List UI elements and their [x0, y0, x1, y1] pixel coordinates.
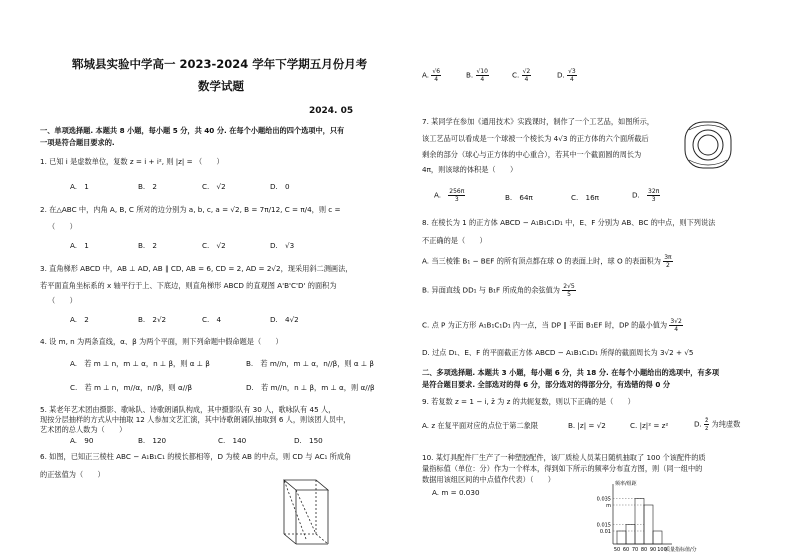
q7-stem-line4: 4π，则该球的体积是（ ） [422, 165, 518, 174]
q3-option-a: A. 2 [70, 315, 89, 324]
frequency-histogram [585, 480, 715, 558]
q2-paren: （ ） [48, 222, 77, 231]
y-tick-label: 0.01 [599, 529, 611, 535]
section2-line2: 是符合题目要求. 全部选对的得 6 分，部分选对的得部分分，有选错的得 0 分 [422, 380, 671, 389]
x-tick-label: 100 [657, 547, 667, 553]
q8-option-c: C. 点 P 为正方形 A₁B₁C₁D₁ 内一点，当 DP ∥ 平面 B₁EF 时，DP 的最小值为 $\frac{3√2}{4}$ [422, 318, 682, 333]
q6-option-c: C. $\frac{√2}{4}$ [512, 68, 531, 83]
q2-option-c: C. √2 [202, 241, 226, 250]
x-tick-label: 80 [640, 547, 648, 553]
q7-option-a: A. $\frac{256\pi}{3}$ [434, 188, 465, 203]
q6-stem-line2: 的正弦值为（ ） [40, 470, 105, 479]
y-tick-label: m [606, 503, 611, 509]
x-tick-label: 90 [649, 547, 657, 553]
q7-stem-line3: 剩余的部分（球心与正方体的中心重合），若其中一个截面圆的周长为 [422, 150, 642, 159]
x-axis-label: 质量指标值/分 [665, 547, 697, 553]
ball-cube-figure [679, 116, 737, 174]
x-tick-label: 70 [631, 547, 639, 553]
q8-stem-line1: 8. 在棱长为 1 的正方体 ABCD − A₁B₁C₁D₁ 中，E、F 分别为 AB、BC 的中点，则下列说法 [422, 218, 716, 227]
q2-option-b: B. 2 [138, 241, 157, 250]
section1-line1: 一、单项选择题. 本题共 8 小题，每小题 5 分，共 40 分. 在每个小题给出的四个选项中，只有 [40, 126, 345, 135]
q6-option-b: B. $\frac{√10}{4}$ [466, 68, 488, 83]
q1-option-a: A. 1 [70, 182, 89, 191]
q4-option-a: A. 若 m ⊥ n，m ⊥ α，n ⊥ β，则 α ⊥ β [70, 359, 210, 368]
q10-stem-line2: 量指标值（单位：分）作为一个样本，得到如下所示的频率分布直方图，则（同一组中的 [422, 464, 703, 473]
q5-option-b: B. 120 [138, 436, 167, 445]
q10-option-a: A. m = 0.030 [432, 488, 480, 497]
q5-stem-line1: 5. 某老年艺术团由摄影、歌咏队、诗歌朗诵队构成，其中摄影队有 30 人，歌咏队有 45 人， [40, 405, 336, 414]
histogram-bar [644, 505, 653, 544]
exam-date: 2024. 05 [309, 106, 354, 116]
q8-option-b: B. 异面直线 DD₁ 与 B₁F 所成角的余弦值为 $\frac{2√5}{5}$ [422, 283, 575, 298]
q8-option-d: D. 过点 D₁、E、F 的平面截正方体 ABCD − A₁B₁C₁D₁ 所得的截面周长为 3√2 + √5 [422, 348, 694, 357]
q6-option-d: D. $\frac{√3}{4}$ [557, 68, 576, 83]
q6-option-a: A. $\frac{√6}{4}$ [422, 68, 441, 83]
q3-option-d: D. 4√2 [270, 315, 299, 324]
q8-option-a: A. 当三棱锥 B₁ − BEF 的所有顶点都在球 O 的表面上时，球 O 的表面积为 $\frac{3\pi}{2}$ [422, 254, 672, 269]
exam-title: 郓城县实验中学高一 2023-2024 学年下学期五月份月考 [72, 57, 368, 71]
q3-option-c: C. 4 [202, 315, 222, 324]
x-tick-label: 50 [613, 547, 621, 553]
prism-figure [276, 470, 336, 550]
q2-stem: 2. 在△ABC 中，内角 A, B, C 所对的边分别为 a, b, c, a = √2, B = 7π/12, C = π/4，则 c = [40, 205, 341, 214]
q6-stem-line1: 6. 如图，已知正三棱柱 ABC − A₁B₁C₁ 的棱长都相等，D 为棱 AB 的中点，则 CD 与 AC₁ 所成角 [40, 452, 352, 461]
q10-stem-line1: 10. 某灯具配件厂生产了一种塑胶配件，该厂质检人员某日随机抽取了 100 个该配件的质 [422, 453, 706, 462]
histogram-bar [653, 531, 662, 544]
q9-option-c: C. |z|² = z² [630, 421, 669, 430]
q5-option-d: D. 150 [294, 436, 323, 445]
q9-option-a: A. z 在复平面对应的点位于第二象限 [422, 421, 539, 430]
y-tick-label: 0.015 [596, 522, 611, 529]
q7-option-b: B. 64π [505, 193, 533, 202]
q9-option-b: B. |z| = √2 [568, 421, 606, 430]
q1-option-d: D. 0 [270, 182, 290, 191]
q10-stem-line3: 数据用该组区间的中点值作代表）（ ） [422, 475, 555, 484]
q2-option-a: A. 1 [70, 241, 89, 250]
q1-option-b: B. 2 [138, 182, 157, 191]
histogram-bar [626, 525, 635, 545]
q7-stem-line1: 7. 某同学在参加《通用技术》实践课时，制作了一个工艺品，如图所示， [422, 117, 654, 126]
q1-stem: 1. 已知 i 是虚数单位，复数 z = i + i², 则 |z| = （ ） [40, 157, 224, 166]
q9-option-d: D. $\frac{z̄}{z}$ 为纯虚数 [694, 417, 741, 432]
y-tick-label: 0.035 [596, 496, 611, 503]
q4-stem: 4. 设 m, n 为两条直线，α、β 为两个平面，则下列命题中假命题是（ ） [40, 337, 283, 346]
q3-option-b: B. 2√2 [138, 315, 167, 324]
q5-option-a: A. 90 [70, 436, 94, 445]
q3-stem-line3: （ ） [48, 296, 77, 305]
q5-stem-line3: 艺术团的总人数为（ ） [40, 425, 127, 434]
q2-option-d: D. √3 [270, 241, 295, 250]
q4-option-c: C. 若 m ⊥ n，m//α，n//β，则 α//β [70, 383, 193, 392]
exam-subtitle: 数学试题 [198, 79, 244, 93]
section1-line2: 一项是符合题目要求的. [40, 138, 115, 147]
q8-stem-line2: 不正确的是（ ） [422, 236, 487, 245]
section2-line1: 二、多项选择题. 本题共 3 小题，每小题 6 分，共 18 分. 在每个小题给出的选项中，有多项 [422, 368, 720, 377]
q7-option-d: D. $\frac{32\pi}{3}$ [632, 188, 660, 203]
q1-option-c: C. √2 [202, 182, 226, 191]
q5-option-c: C. 140 [218, 436, 247, 445]
q3-stem-line1: 3. 直角梯形 ABCD 中，AB ⊥ AD, AB ∥ CD, AB = 6, CD = 2, AD = 2√2，现采用斜二测画法， [40, 264, 353, 273]
q5-stem-line2: 现按分层抽样的方式从中抽取 12 人参加文艺汇演，其中诗歌朗诵队抽取到 6 人，则该团人员中， [40, 415, 351, 424]
q7-option-c: C. 16π [571, 193, 599, 202]
histogram-bar [635, 499, 644, 545]
y-axis-label: 频率/组距 [615, 481, 637, 487]
q4-option-b: B. 若 m//n，m ⊥ α，n//β，则 α ⊥ β [246, 359, 375, 368]
q7-stem-line2: 该工艺品可以看成是一个球被一个棱长为 4√3 的正方体的六个面所截后 [422, 134, 649, 143]
histogram-bar [617, 531, 626, 544]
q3-stem-line2: 若平面直角坐标系的 x 轴平行于上、下底边，则直角梯形 ABCD 的直观图 A'B'C'D' 的面积为 [40, 281, 337, 290]
q9-stem: 9. 若复数 z = 1 − i, z̄ 为 z 的共轭复数，则以下正确的是（ ） [422, 397, 635, 406]
q4-option-d: D. 若 m//n，n ⊥ β，m ⊥ α，则 α//β [246, 383, 375, 392]
x-tick-label: 60 [622, 547, 630, 553]
